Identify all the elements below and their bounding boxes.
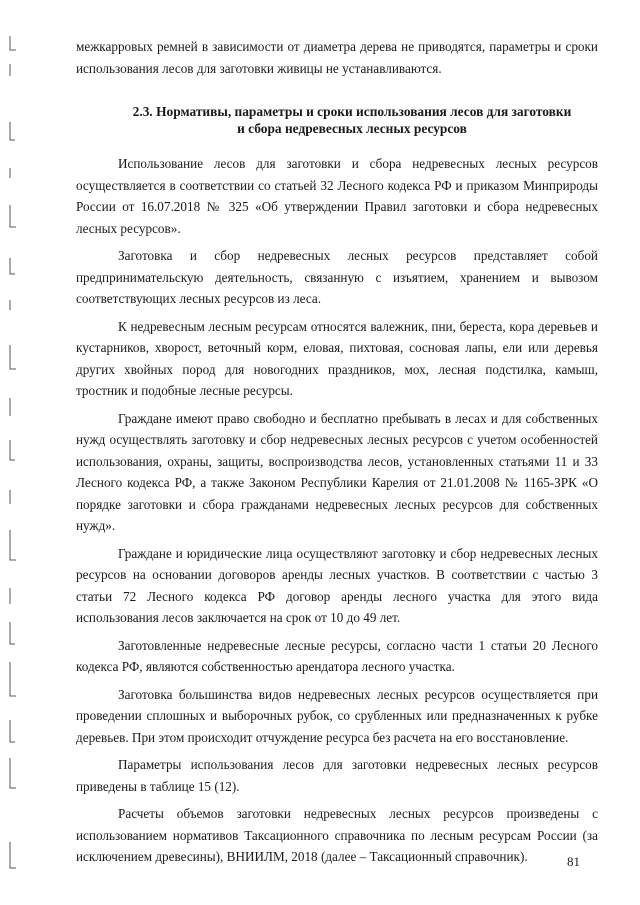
binding-marks xyxy=(0,0,40,905)
page-content xyxy=(76,36,598,868)
paragraph-6: Заготовленные недревесные лесные ресурсы, согласно части 1 статьи 20 Лесного кодекса РФ, являются собственностью арендатора лесного участка. xyxy=(76,637,598,674)
paragraph-9: Расчеты объемов заготовки недревесных лесных ресурсов произведены с использованием нормативов Таксационного справочника по лесным ресурсам России (за исключением древесины), ВНИИЛМ, 2018 (далее – Таксационный справочник). xyxy=(76,806,598,864)
continued-paragraph: межкарровых ремней в зависимости от диаметра дерева не приводятся, параметры и сроки использования лесов для заготовки живицы не устанавливаются. xyxy=(76,39,598,76)
paragraph-3: К недревесным лесным ресурсам относятся валежник, пни, береста, кора деревьев и кустарников, хворост, веточный корм, еловая, пихтовая, сосновая лапы, ели или деревья других хвойных пород для новогодних праздников, мох, лесная подстилка, камыш, тростник и подобные лесные ресурсы. xyxy=(76,318,598,398)
page-number: 81 xyxy=(567,854,580,869)
section-heading xyxy=(76,103,598,137)
paragraph-2: Заготовка и сбор недревесных лесных ресурсов представляет собой предпринимательскую деятельность, связанную с изъятием, хранением и вывозом соответствующих лесных ресурсов из леса. xyxy=(76,248,598,306)
paragraph-5: Граждане и юридические лица осуществляют заготовку и сбор недревесных лесных ресурсов на основании договоров аренды лесных участков. В соответствии с частью 3 статьи 72 Лесного кодекса РФ договор аренды лесного участка для этого вида использования лесов заключается на срок от 10 до 49 лет. xyxy=(76,545,598,625)
paragraph-1: Использование лесов для заготовки и сбора недревесных лесных ресурсов осуществляется в соответствии со статьей 32 Лесного кодекса РФ и приказом Минприроды России от 16.07.2018 № 325 «Об утверждении Правил заготовки и сбора недревесных лесных ресурсов». xyxy=(76,156,598,236)
paragraph-4: Граждане имеют право свободно и бесплатно пребывать в лесах и для собственных нужд осуществлять заготовку и сбор недревесных лесных ресурсов с учетом особенностей использования, охраны, защиты, воспроизводства лесов, установленных статьями 11 и 33 Лесного кодекса РФ, а также Законом Республики Карелия от 21.01.2008 № 1165-ЗРК «О порядке заготовки и сбора гражданами недревесных лесных ресурсов для собственных нужд». xyxy=(76,410,598,533)
section-heading-line-1: 2.3. Нормативы, параметры и сроки использования лесов для заготовки xyxy=(132,104,572,119)
paragraph-8: Параметры использования лесов для заготовки недревесных лесных ресурсов приведены в таблице 15 (12). xyxy=(76,757,598,794)
paragraph-7: Заготовка большинства видов недревесных лесных ресурсов осуществляется при проведении сплошных и выборочных рубок, со срубленных или предназначенных к рубке деревьев. При этом происходит отчуждение ресурса без расчета на его восстановление. xyxy=(76,686,598,745)
section-heading-line-2: и сбора недревесных лесных ресурсов xyxy=(237,121,467,136)
